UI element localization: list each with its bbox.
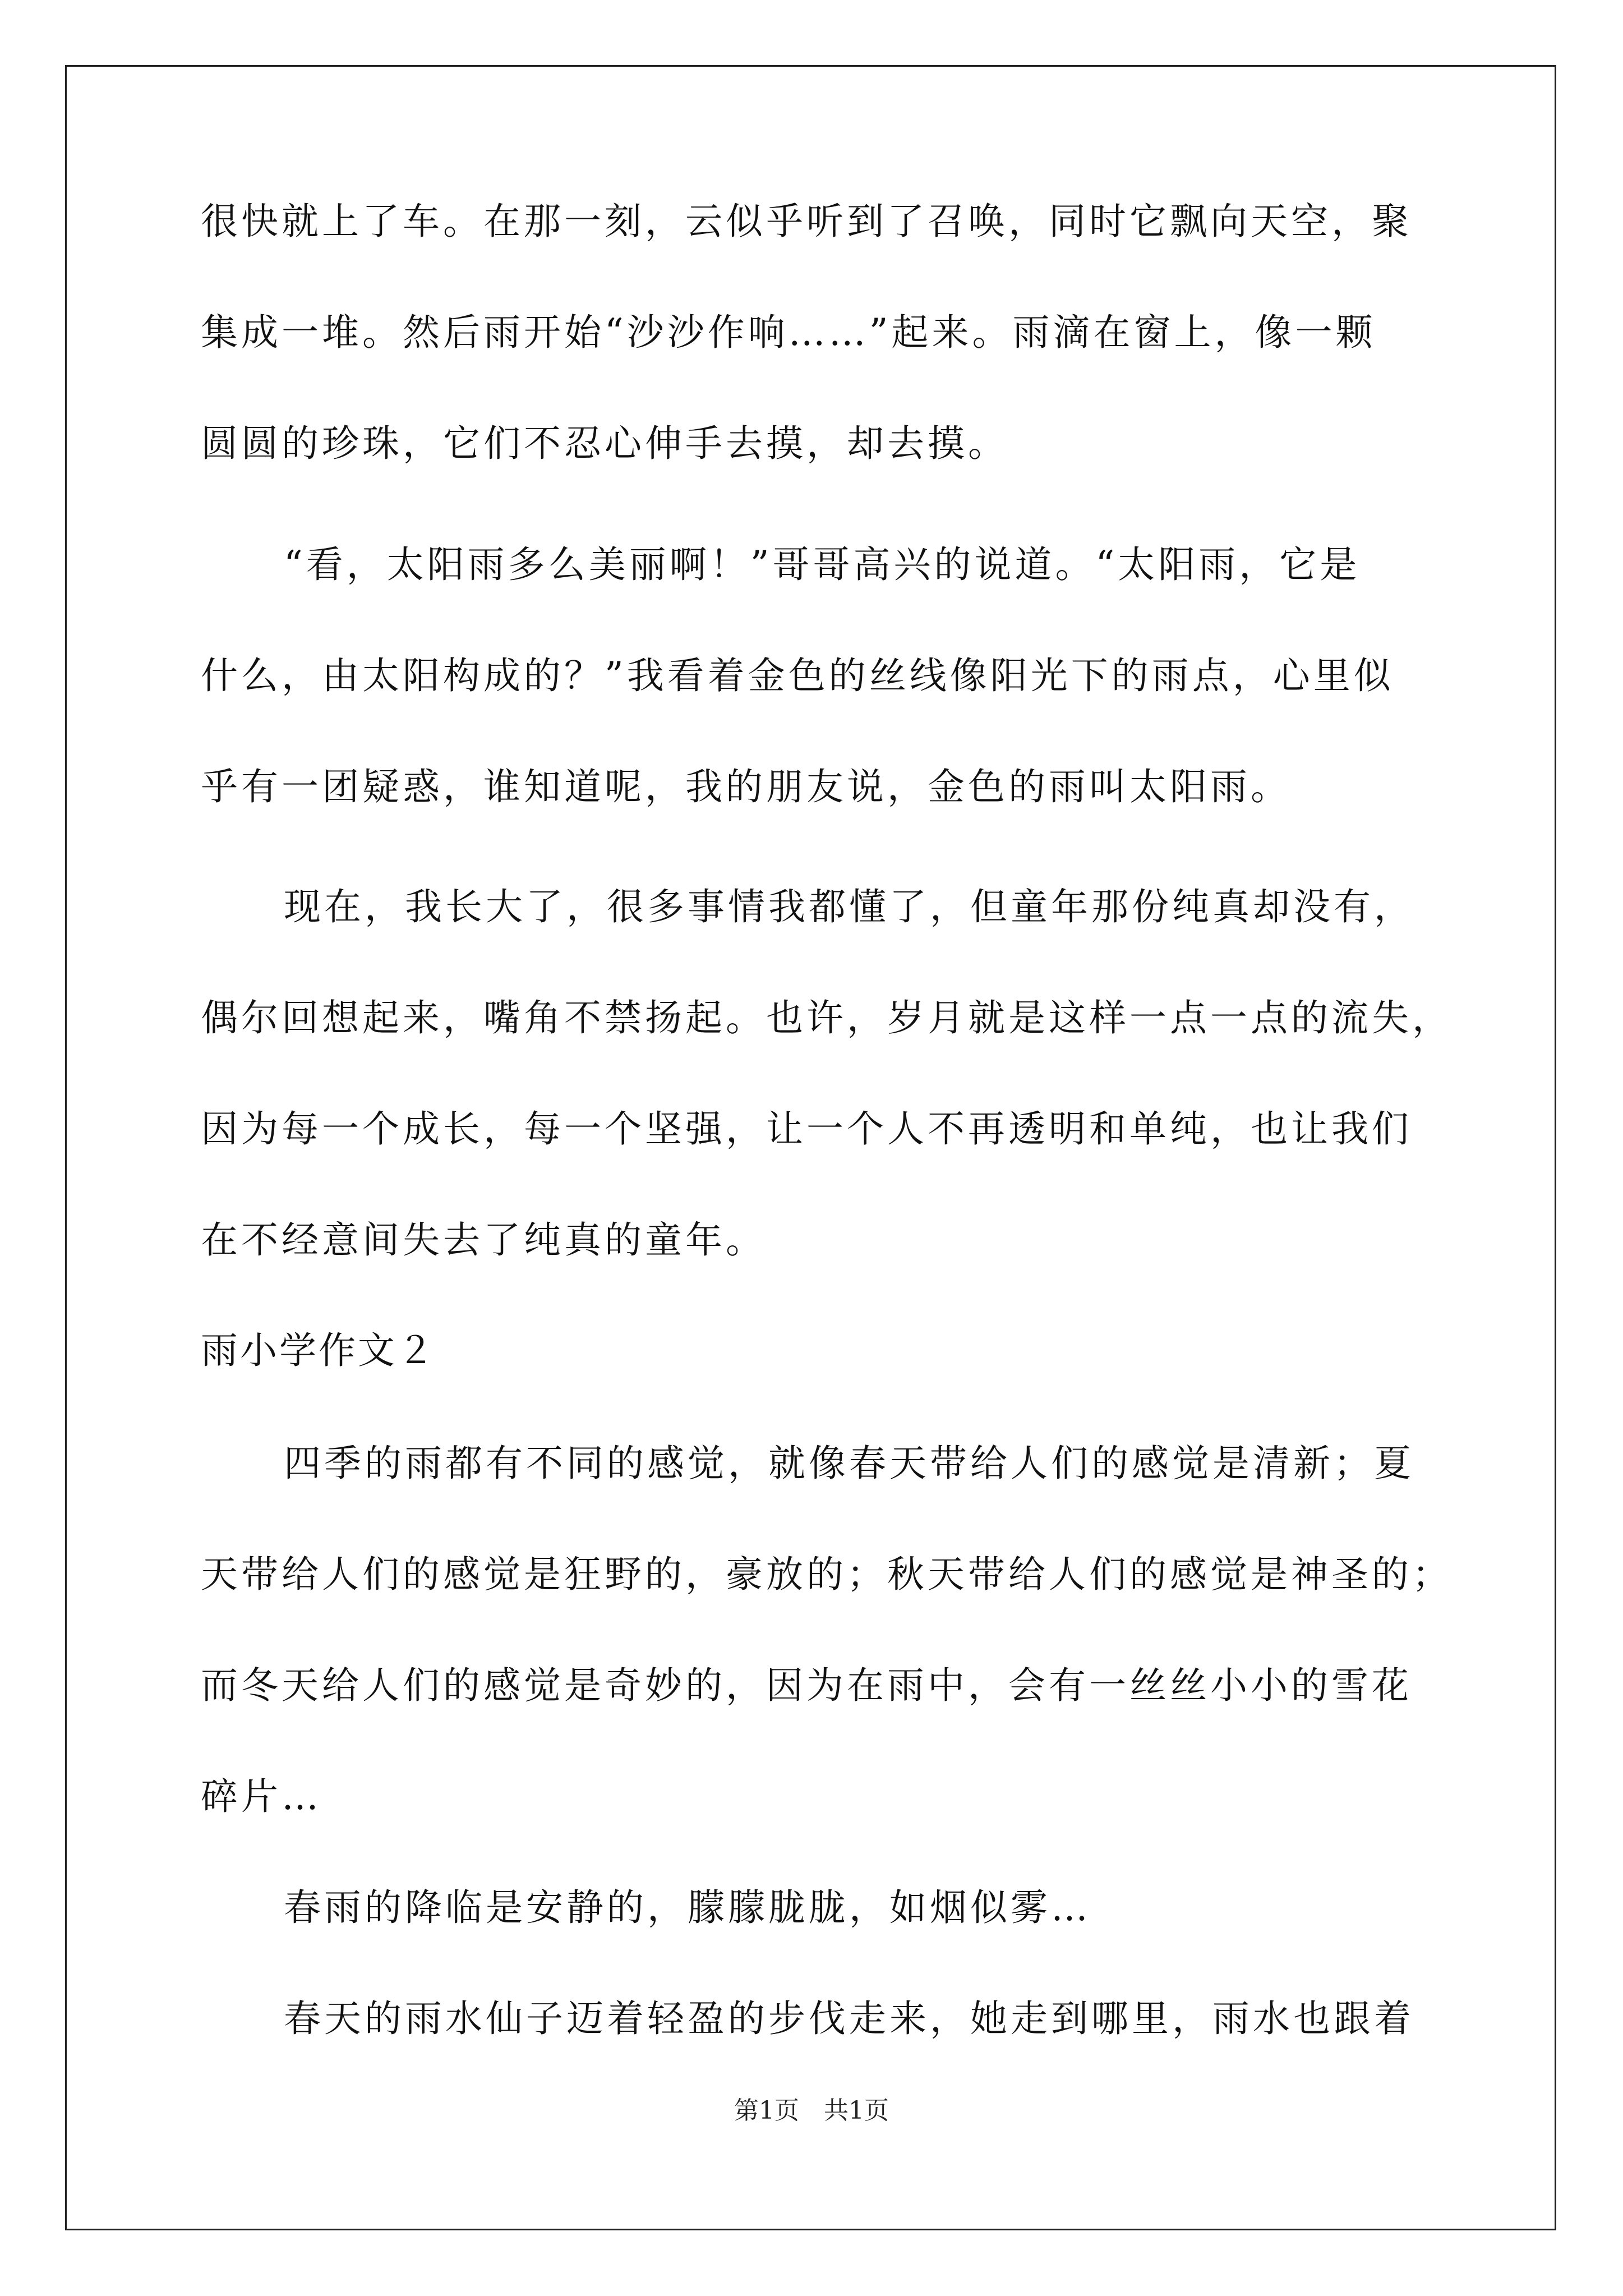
text-line: 春雨的降临是安静的，朦朦胧胧，如烟似雾… [284, 1886, 1091, 1929]
page-footer: 第1页 共1页 [734, 2096, 889, 2125]
text-line: 四季的雨都有不同的感觉，就像春天带给人们的感觉是清新；夏 [284, 1442, 1414, 1485]
text-line: 偶尔回想起来，嘴角不禁扬起。也许，岁月就是这样一点一点的流失， [201, 996, 1453, 1039]
text-line: 在不经意间失去了纯真的童年。 [201, 1218, 766, 1262]
text-line: 因为每一个成长，每一个坚强，让一个人不再透明和单纯，也让我们 [201, 1107, 1412, 1151]
section-heading: 雨小学作文２ [201, 1329, 436, 1372]
text-line: 很快就上了车。在那一刻，云似乎听到了召唤，同时它飘向天空，聚 [201, 200, 1412, 243]
text-line: 碎片… [201, 1775, 322, 1818]
text-line: 乎有一团疑惑，谁知道呢，我的朋友说，金色的雨叫太阳雨。 [201, 765, 1291, 808]
text-line: 什么，由太阳构成的？”我看着金色的丝线像阳光下的雨点，心里似 [201, 654, 1394, 697]
text-line: 圆圆的珍珠，它们不忍心伸手去摸，却去摸。 [201, 422, 1008, 465]
text-line: 现在，我长大了，很多事情我都懂了，但童年那份纯真却没有， [284, 885, 1414, 928]
text-line: “看，太阳雨多么美丽啊！”哥哥高兴的说道。“太阳雨，它是 [284, 543, 1361, 586]
text-line: 天带给人们的感觉是狂野的，豪放的；秋天带给人们的感觉是神圣的； [201, 1553, 1453, 1596]
text-line: 而冬天给人们的感觉是奇妙的，因为在雨中，会有一丝丝小小的雪花 [201, 1664, 1412, 1707]
text-line: 集成一堆。然后雨开始“沙沙作响……”起来。雨滴在窗上，像一颗 [201, 311, 1376, 354]
text-line: 春天的雨水仙子迈着轻盈的步伐走来，她走到哪里，雨水也跟着 [284, 1997, 1414, 2040]
